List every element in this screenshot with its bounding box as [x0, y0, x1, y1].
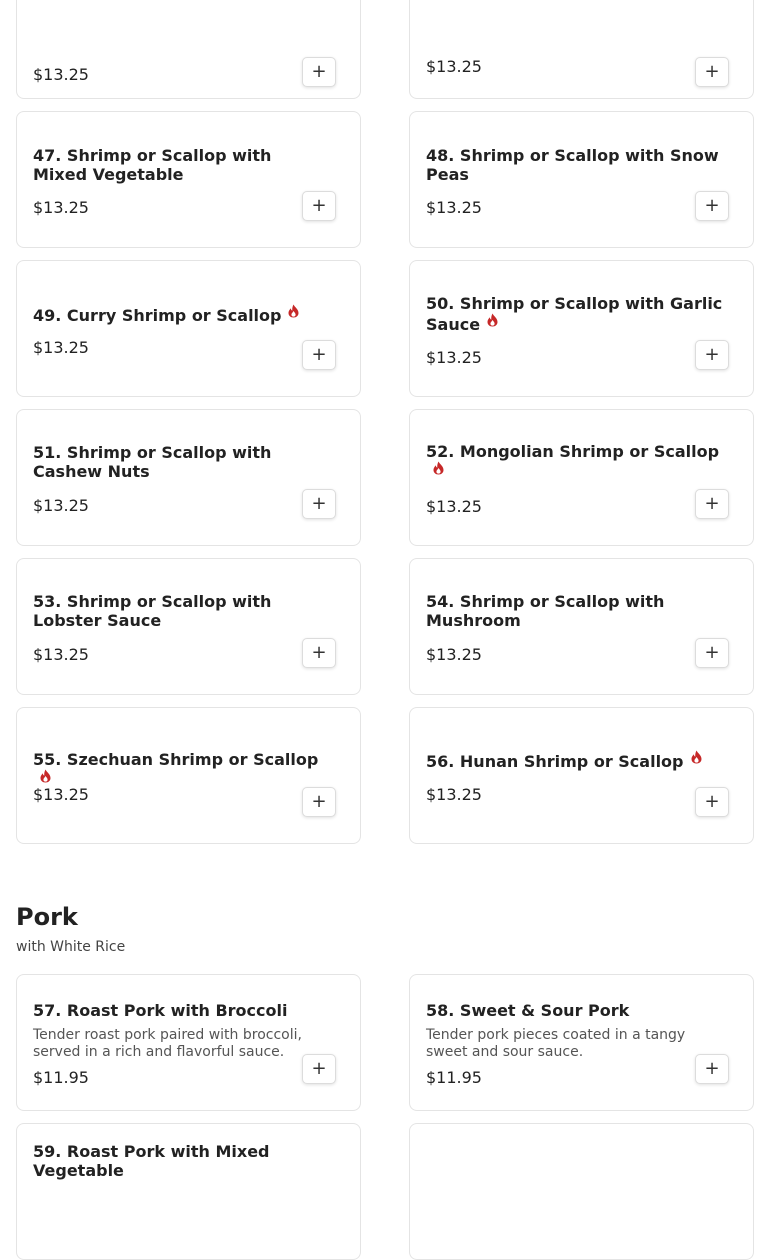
add-to-cart-button[interactable] [695, 787, 729, 817]
plus-icon: + [704, 344, 720, 365]
add-to-cart-button[interactable] [302, 1054, 336, 1084]
menu-item-price: $13.25 [426, 497, 482, 516]
section-subtitle-pork: with White Rice [16, 939, 126, 955]
plus-icon: + [704, 791, 720, 812]
spicy-flame-icon [287, 304, 300, 318]
menu-item-price: $11.95 [426, 1068, 482, 1087]
menu-item-header [33, 146, 330, 184]
plus-icon: + [704, 1058, 720, 1079]
add-to-cart-button[interactable] [695, 340, 729, 370]
plus-icon: + [311, 61, 327, 82]
menu-item-price: $13.25 [33, 496, 89, 515]
menu-item-description: Tender roast pork paired with broccoli, served in a rich and flavorful sauce. [33, 1027, 302, 1060]
add-to-cart-button[interactable] [695, 489, 729, 519]
menu-item-title: 54. Shrimp or Scallop with Mushroom [426, 592, 665, 630]
plus-icon: + [311, 195, 327, 216]
menu-item-card[interactable] [409, 974, 754, 1111]
section-title-pork: Pork [16, 903, 78, 931]
menu-item-header [33, 592, 330, 630]
menu-item-price: $11.95 [33, 1068, 89, 1087]
menu-item-price: $13.25 [426, 348, 482, 367]
menu-item-title: 58. Sweet & Sour Pork [426, 1001, 630, 1020]
plus-icon: + [311, 642, 327, 663]
menu-item-header [33, 1142, 330, 1180]
menu-item-body [33, 559, 300, 694]
add-to-cart-button[interactable] [695, 1054, 729, 1084]
spicy-flame-icon [486, 313, 499, 327]
plus-icon: + [704, 642, 720, 663]
menu-item-title: 51. Shrimp or Scallop with Cashew Nuts [33, 443, 272, 481]
menu-item-price: $13.25 [33, 645, 89, 664]
menu-item-card[interactable] [409, 111, 754, 248]
menu-item-price: $13.25 [426, 645, 482, 664]
menu-item-title: 53. Shrimp or Scallop with Lobster Sauce [33, 592, 272, 630]
menu-item-card[interactable] [16, 0, 361, 99]
menu-item-body [33, 261, 300, 396]
menu-item-header [426, 442, 723, 482]
plus-icon: + [311, 791, 327, 812]
menu-item-card[interactable] [16, 1123, 361, 1260]
menu-item-body [426, 410, 720, 545]
menu-item-body [426, 112, 719, 247]
menu-item-card[interactable] [16, 111, 361, 248]
menu-item-title: 55. Szechuan Shrimp or Scallop [33, 750, 319, 769]
add-to-cart-button[interactable] [302, 191, 336, 221]
plus-icon: + [311, 344, 327, 365]
menu-item-header [426, 146, 723, 184]
menu-item-price: $13.25 [33, 65, 89, 84]
menu-item-title: 52. Mongolian Shrimp or Scallop [426, 442, 720, 461]
menu-item-card[interactable] [409, 1123, 754, 1260]
menu-item-price: $13.25 [426, 57, 482, 76]
menu-item-card[interactable] [409, 558, 754, 695]
menu-item-body [33, 112, 300, 247]
plus-icon: + [704, 493, 720, 514]
menu-item-card[interactable] [409, 0, 754, 99]
menu-item-body [426, 708, 693, 843]
menu-item-title: 47. Shrimp or Scallop with Mixed Vegetable [33, 146, 272, 184]
menu-item-body [426, 559, 693, 694]
menu-item-title: 59. Roast Pork with Mixed Vegetable [33, 1142, 270, 1180]
add-to-cart-button[interactable] [695, 57, 729, 87]
add-to-cart-button[interactable] [302, 340, 336, 370]
menu-item-body [33, 0, 300, 98]
menu-item-header [33, 304, 330, 325]
add-to-cart-button[interactable] [302, 787, 336, 817]
menu-item-title: 48. Shrimp or Scallop with Snow Peas [426, 146, 719, 184]
menu-item-description: Tender pork pieces coated in a tangy sweet and sour sauce. [426, 1027, 686, 1060]
spicy-flame-icon [39, 769, 52, 783]
menu-item-title: 56. Hunan Shrimp or Scallop [426, 752, 684, 771]
menu-item-body [426, 975, 693, 1110]
menu-item-header [426, 294, 723, 334]
menu-item-price: $13.25 [33, 338, 89, 357]
menu-item-card[interactable] [16, 409, 361, 546]
menu-item-header [33, 750, 330, 790]
add-to-cart-button[interactable] [302, 57, 336, 87]
add-to-cart-button[interactable] [302, 489, 336, 519]
add-to-cart-button[interactable] [695, 191, 729, 221]
menu-item-title: 49. Curry Shrimp or Scallop [33, 306, 282, 325]
menu-item-header [426, 592, 723, 630]
spicy-flame-icon [432, 461, 445, 475]
menu-item-card[interactable] [16, 707, 361, 844]
menu-item-body [426, 261, 723, 396]
menu-item-header [33, 1001, 330, 1061]
menu-item-price: $13.25 [33, 198, 89, 217]
menu-item-body [426, 1124, 693, 1259]
menu-item-card[interactable] [409, 707, 754, 844]
menu-item-body [33, 410, 300, 545]
menu-item-body [426, 0, 693, 98]
menu-item-card[interactable] [16, 558, 361, 695]
menu-item-body [33, 975, 300, 1110]
menu-item-price: $13.25 [426, 785, 482, 804]
plus-icon: + [311, 1058, 327, 1079]
menu-item-price: $13.25 [33, 785, 89, 804]
menu-item-header [426, 750, 723, 771]
menu-item-header [33, 443, 330, 481]
menu-item-body [33, 1124, 300, 1259]
plus-icon: + [311, 493, 327, 514]
menu-item-card[interactable] [409, 260, 754, 397]
menu-item-body [33, 708, 319, 843]
menu-item-card[interactable] [16, 260, 361, 397]
menu-item-card[interactable] [16, 974, 361, 1111]
menu-item-price: $13.25 [426, 198, 482, 217]
plus-icon: + [704, 195, 720, 216]
spicy-flame-icon [690, 750, 703, 764]
add-to-cart-button[interactable] [302, 638, 336, 668]
menu-item-title: 50. Shrimp or Scallop with Garlic Sauce [426, 294, 723, 334]
add-to-cart-button[interactable] [695, 638, 729, 668]
menu-item-card[interactable] [409, 409, 754, 546]
menu-item-header [426, 1001, 723, 1061]
menu-item-title: 57. Roast Pork with Broccoli [33, 1001, 288, 1020]
plus-icon: + [704, 61, 720, 82]
